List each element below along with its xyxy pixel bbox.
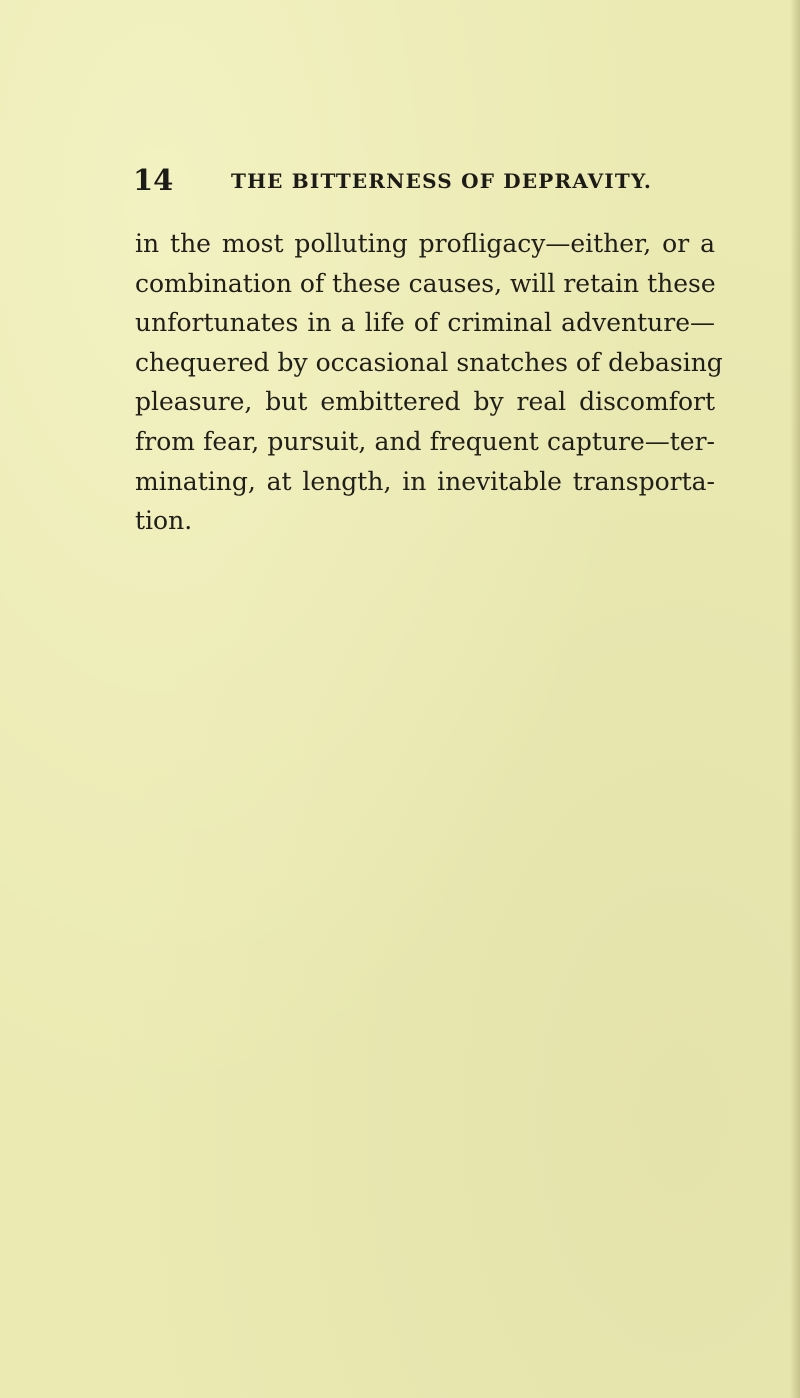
body-paragraph bbox=[135, 224, 723, 541]
text-line: tion. bbox=[135, 506, 193, 536]
chapter-title: THE BITTERNESS OF DEPRAVITY. bbox=[231, 169, 653, 193]
text-line: from fear, pursuit, and frequent capture—ter- bbox=[135, 426, 715, 456]
running-head bbox=[133, 160, 733, 200]
page-number: 14 bbox=[133, 163, 174, 197]
text-line: unfortunates in a life of criminal adventure— bbox=[135, 308, 715, 338]
text-line: minating, at length, in inevitable transporta- bbox=[135, 466, 715, 496]
page-edge-shadow bbox=[790, 0, 800, 1398]
text-line: chequered by occasional snatches of debasing bbox=[135, 347, 723, 377]
text-line: pleasure, but embittered by real discomfort bbox=[135, 387, 715, 417]
text-line: in the most polluting profligacy—either, or a bbox=[135, 229, 715, 258]
text-line: combination of these causes, will retain these bbox=[135, 268, 716, 298]
